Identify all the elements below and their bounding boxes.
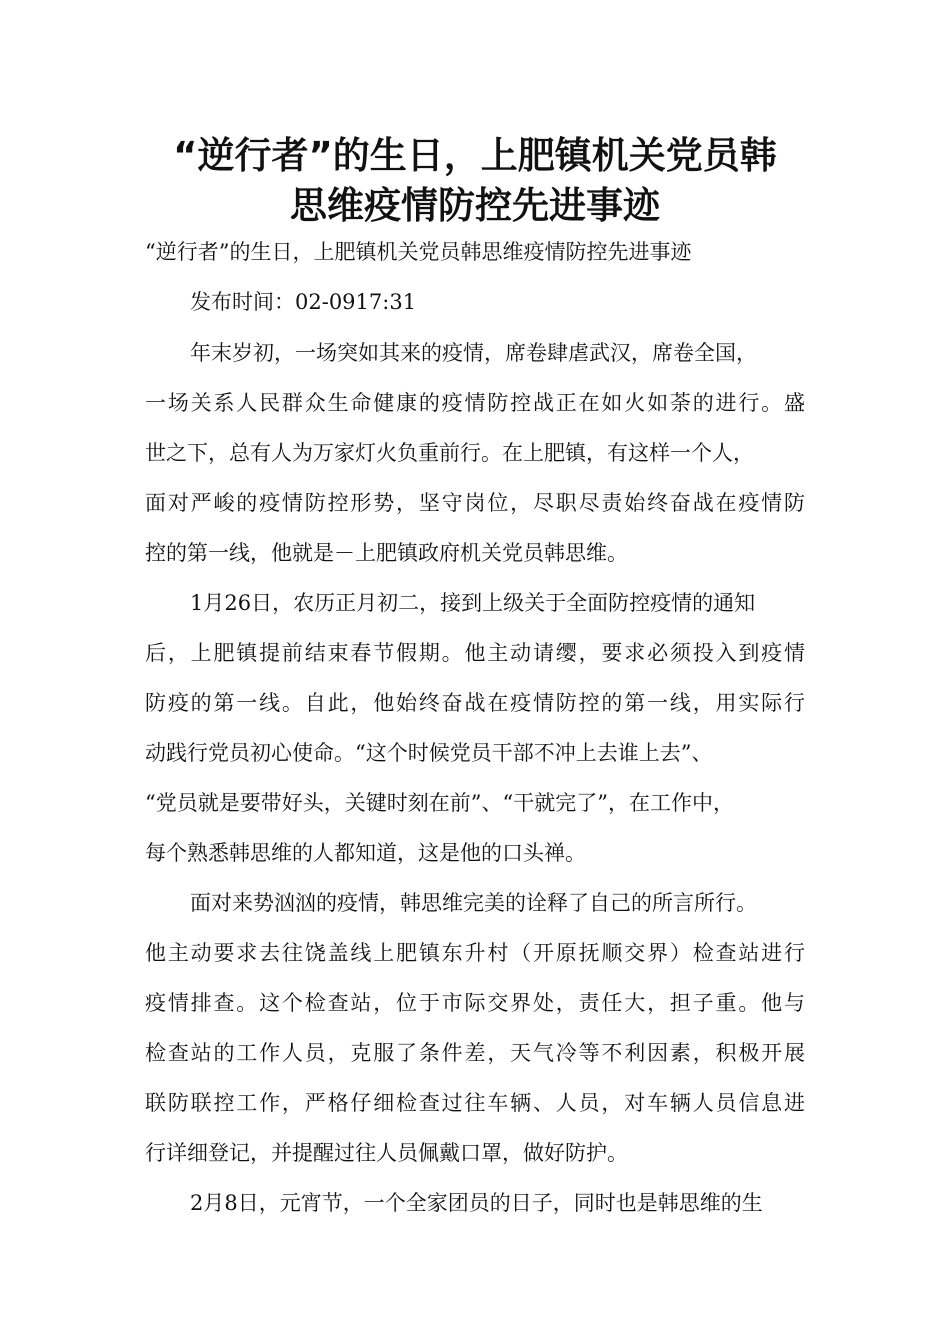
paragraph-2-line: 后，上肥镇提前结束春节假期。他主动请缨，要求必须投入到疫情 <box>145 641 805 665</box>
paragraph-1-line: 控的第一线，他就是－上肥镇政府机关党员韩思维。 <box>145 541 628 565</box>
publish-time: 发布时间：02-0917:31 <box>190 290 417 314</box>
paragraph-3-line: 他主动要求去往饶盖线上肥镇东升村（开原抚顺交界）检查站进行 <box>145 941 805 965</box>
paragraph-4-line: 2月8日，元宵节，一个全家团员的日子，同时也是韩思维的生 <box>190 1191 763 1215</box>
document-title-line-2: 思维疫情防控先进事迹 <box>290 184 660 227</box>
paragraph-2-line: 动践行党员初心使命。“这个时候党员干部不冲上去谁上去”、 <box>145 741 713 765</box>
paragraph-3-line: 检查站的工作人员，克服了条件差，天气冷等不利因素，积极开展 <box>145 1041 805 1065</box>
paragraph-1-line: 世之下，总有人为万家灯火负重前行。在上肥镇，有这样一个人， <box>145 441 754 465</box>
paragraph-3-line: 面对来势汹汹的疫情，韩思维完美的诠释了自己的所言所行。 <box>190 891 757 915</box>
document-title-line-1: “逆行者”的生日，上肥镇机关党员韩 <box>173 134 777 177</box>
paragraph-2-line: 防疫的第一线。自此，他始终奋战在疫情防控的第一线，用实际行 <box>145 691 805 715</box>
paragraph-2-line: 每个熟悉韩思维的人都知道，这是他的口头禅。 <box>145 841 586 865</box>
paragraph-1-line: 年末岁初，一场突如其来的疫情，席卷肆虐武汉，席卷全国， <box>190 341 757 365</box>
paragraph-3-line: 行详细登记，并提醒过往人员佩戴口罩，做好防护。 <box>145 1141 628 1165</box>
paragraph-3-line: 联防联控工作，严格仔细检查过往车辆、人员，对车辆人员信息进 <box>145 1091 805 1115</box>
document-subtitle: “逆行者”的生日，上肥镇机关党员韩思维疫情防控先进事迹 <box>145 240 692 264</box>
paragraph-2-line: 1月26日，农历正月初二，接到上级关于全面防控疫情的通知 <box>190 591 756 615</box>
paragraph-3-line: 疫情排查。这个检查站，位于市际交界处，责任大，担子重。他与 <box>145 991 805 1015</box>
paragraph-2-line: “党员就是要带好头，关键时刻在前”、“干就完了”，在工作中， <box>145 791 734 815</box>
paragraph-1-line: 面对严峻的疫情防控形势，坚守岗位，尽职尽责始终奋战在疫情防 <box>145 491 805 515</box>
paragraph-1-line: 一场关系人民群众生命健康的疫情防控战正在如火如荼的进行。盛 <box>145 391 805 415</box>
